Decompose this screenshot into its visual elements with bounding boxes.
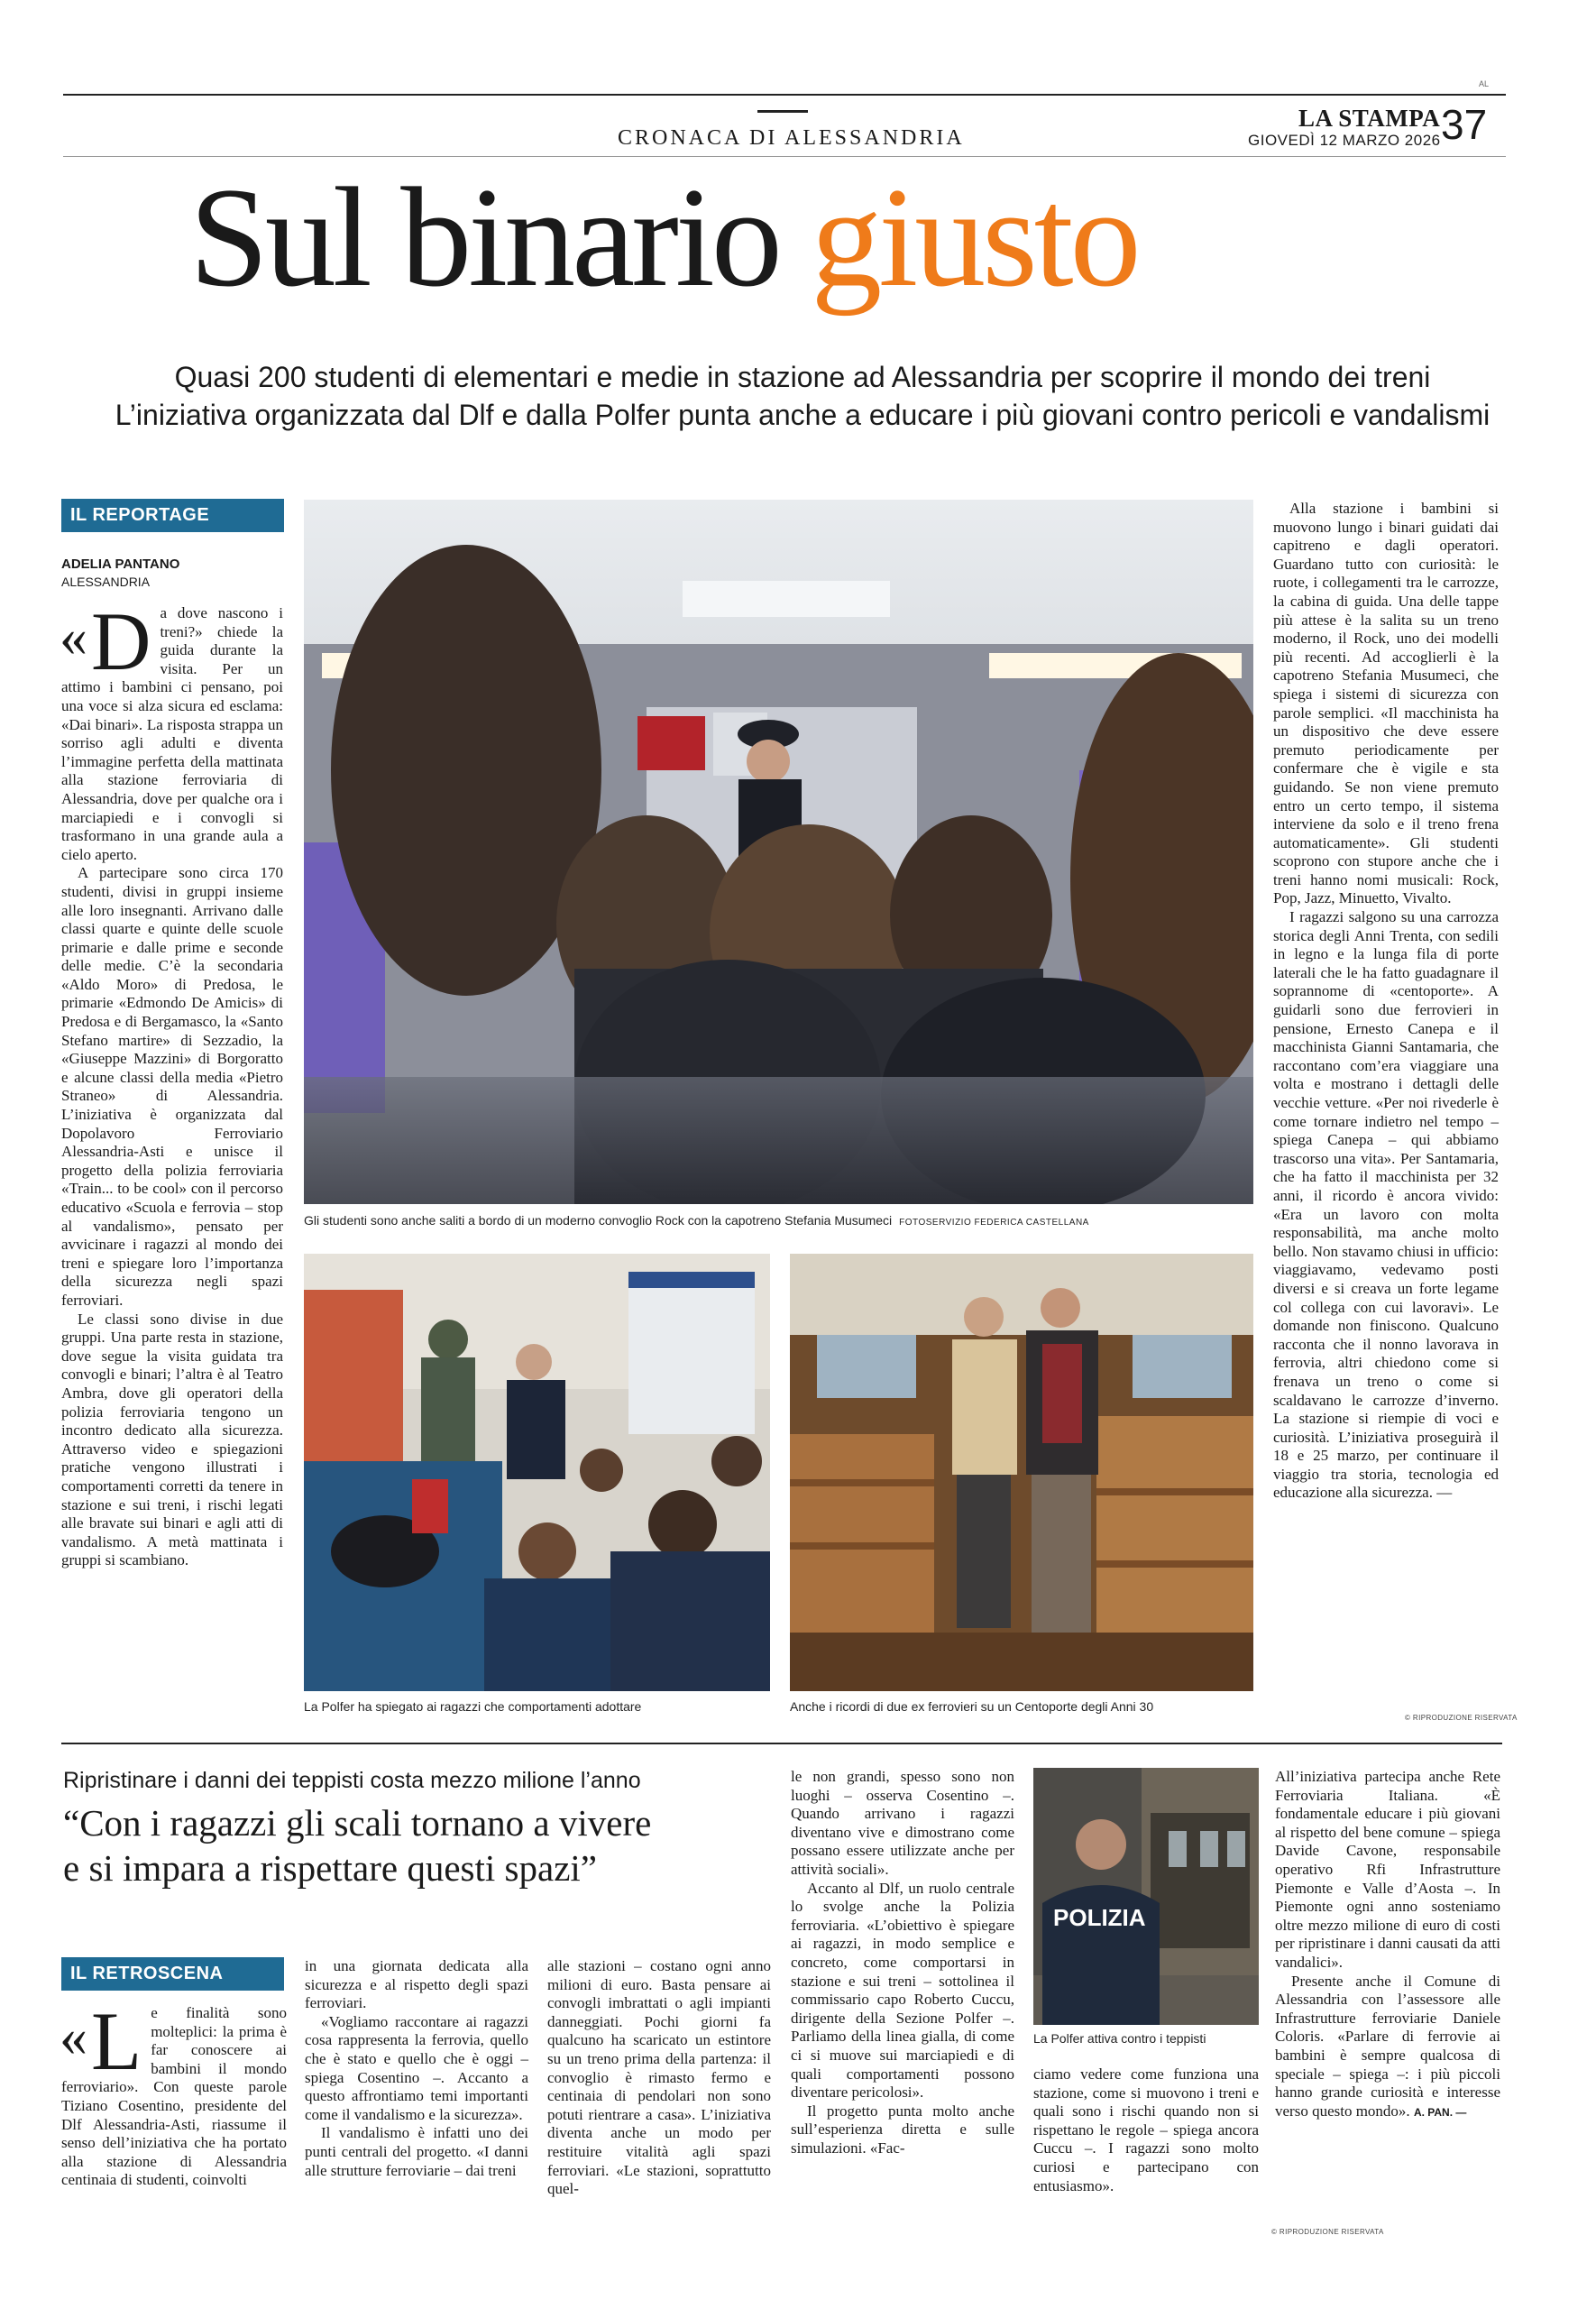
paragraph: in una giornata dedicata alla sicurezza e al rispetto degli spazi ferroviari. (305, 1957, 528, 2012)
photo-polfer (304, 1254, 770, 1691)
section-marker (757, 110, 808, 113)
section-label-retroscena: IL RETROSCENA (61, 1957, 284, 1991)
top-rule (63, 94, 1506, 96)
photo-polizia-caption: La Polfer attiva contro i teppisti (1033, 2031, 1206, 2046)
article2-column-1 (60, 1995, 287, 2212)
photo-polfer-caption: La Polfer ha spiegato ai ragazzi che comportamenti adottare (304, 1699, 642, 1714)
headline-line: e si impara a rispettare questi spazi” (63, 1847, 597, 1889)
paragraph: Alla stazione i bambini si muovono lungo i binari guidati dai capitreno e dagli operatori. Guardano tutto con curiosità: le ruote, i collegamenti tra le carrozze, la cabina di guida. Una delle tappe più attese è la salita su un treno moderno, il Rock, uno dei modelli più recenti. Ad accoglierli è la capotreno Stefania Musumeci, che spiega i sistemi di sicurezza con parole semplici. «Il macchinista ha un dispositivo che deve essere premuto periodicamente per confermare che è vigile e sta guidando. Se non viene premuto entro un certo tempo, il sistema interviene da solo e il treno frena automaticamente». Gli studenti scoprono con stupore anche che i treni hanno nomi musicali: Rock, Pop, Jazz, Minuetto, Vivalto. (1273, 500, 1499, 907)
header-bottom-rule (63, 156, 1506, 157)
newspaper-brand: LA STAMPA (1298, 105, 1441, 132)
photo-train-interior (304, 500, 1253, 1204)
paragraph-text: Presente anche il Comune di Alessandria con l’assessore alle Infrastrutture ferroviarie Daniele Coloris. «Parlare di ferrovie ai bambini è sempre qualcosa di speciale – spiega –: i più piccoli hanno grande curiosità e interesse verso questo mondo». (1275, 1972, 1500, 2120)
photo-main-caption (304, 1213, 1089, 1228)
section-label-reportage: IL REPORTAGE (61, 499, 284, 532)
paragraph: «Vogliamo raccontare ai ragazzi cosa rappresenta la ferrovia, quello che è stato e quello che è oggi – spiega Cosentino –. Accanto a questo affrontiamo temi importanti come il vandalismo e la sicurezza». (305, 2012, 528, 2123)
main-headline (189, 159, 1138, 317)
paragraph (1275, 1973, 1500, 2121)
paragraph: Le classi sono divise in due gruppi. Una parte resta in stazione, dove segue la visita guidata tra convogli e binari; l’altra è al Teatro Ambra, dove gli operatori della polizia ferroviaria tengono un incontro dedicato alla sicurezza. Attraverso video e spiegazioni pratiche vengono illustrati i comportamenti corretti da tenere in stazione e sui treni, i rischi legati alle bravate sui binari e agli atti di vandalismo. A metà mattinata i gruppi si scambiano. (61, 1310, 283, 1569)
deck-line-1: Quasi 200 studenti di elementari e medie in stazione ad Alessandria per scoprire il mondo dei treni (174, 361, 1431, 393)
article-separator (61, 1743, 1502, 1744)
article1-column-1 (60, 595, 283, 1723)
dropcap: L (91, 1995, 142, 2087)
paragraph: A partecipare sono circa 170 studenti, divisi in gruppi insieme alle loro insegnanti. Arrivano dalle classi quarte e quinte delle scuole primarie e dalle prime e seconde delle medie. C’è la secondaria «Aldo Moro» di Predosa, le primarie «Edmondo De Amicis» di Predosa e di Bergamasco, la «Santo Stefano martire» di Sezzadio, la «Giuseppe Mazzini» di Borgoratto e alcune classi della media «Pietro Straneo» di Alessandria. L’iniziativa è organizzata dal Dopolavoro Ferroviario Alessandria-Asti e unisce il progetto della polizia ferroviaria «Train... to be cool» con il percorso educativo «Scuola e ferrovia – stop al vandalismo», pensato per avvicinare i ragazzi al mondo dei treni e spiegare loro l’importanza della sicurezza negli spazi ferroviari. (61, 864, 283, 1309)
paragraph: Accanto al Dlf, un ruolo centrale lo svolge anche la Polizia ferroviaria. «L’obiettivo è spiegare ai ragazzi, in modo semplice e concreto, come comportarsi in stazione e sui treni – sottolinea il commissario capo Roberto Cuccu, dirigente della Sezione Polfer –. Parliamo della linea gialla, di come ci si muove sui marciapiedi e di quali comportamenti possono diventare pericolosi». (791, 1879, 1014, 2102)
article2-column-5 (1033, 2065, 1259, 2219)
article2-column-4 (791, 1768, 1014, 2219)
section-title: CRONACA DI ALESSANDRIA (618, 126, 965, 150)
copyright-article1: © RIPRODUZIONE RISERVATA (1405, 1714, 1518, 1722)
opening-quote: « (60, 607, 87, 668)
paragraph: I ragazzi salgono su una carrozza storica degli Anni Trenta, con sedili in legno e la lunga fila di porte laterali che le ha fatto guadagnare il soprannome di «centoporte». A guidarli sono due ferrovieri in pensione, Ernesto Canepa e il macchinista Gianni Santamaria, che raccontano com’era viaggiare una volta e mostrano i dettagli delle vecchie vetture. «Per noi rivederle è come tornare indietro nel tempo – spiega Canepa – qui abbiamo trascorso una vita». Per Santamaria, che ha fatto il macchinista per 32 anni, il ricordo è ancora vivido: «Era un lavoro con molta responsabilità, ma anche molto bello. Non stavamo chiusi in ufficio: viaggiavamo, vedevamo posti diversi e si creava un forte legame col collega con cui lavoravi». Le domande non finiscono. Qualcuno racconta che il nonno lavorava in ferrovia, altri chiedono come si frenava un treno o come si scaldavano le carrozze d’inverno. La stazione si riempie di voci e curiosità. L’iniziativa proseguirà il 18 e 25 marzo, per continuare il viaggio tra storia, tecnologia ed educazione alla sicurezza. — (1273, 908, 1499, 1502)
article2-column-6 (1275, 1768, 1500, 2219)
polizia-label: POLIZIA (1053, 1904, 1146, 1931)
opening-quote: « (60, 2007, 87, 2068)
copyright-article2: © RIPRODUZIONE RISERVATA (1271, 2228, 1384, 2236)
article1-column-2 (1273, 500, 1499, 1699)
dropcap: D (91, 595, 151, 687)
deck-line-2: L’iniziativa organizzata dal Dlf e dalla Polfer punta anche a educare i più giovani contro pericoli e vandalismi (115, 399, 1491, 431)
paragraph: Il vandalismo è infatti uno dei punti centrali del progetto. «I danni alle strutture ferroviarie – dai treni (305, 2124, 528, 2179)
headline-line: “Con i ragazzi gli scali tornano a vivere (63, 1802, 652, 1844)
paragraph: le non grandi, spesso sono non luoghi – osserva Cosentino –. Quando arrivano i ragazzi diventano vive e dimostrano come possano essere utilizzate anche per attività sociali». (791, 1768, 1014, 1878)
paragraph: alle stazioni – costano ogni anno milioni di euro. Basta pensare ai convogli imbrattati o agli impianti danneggiati. Pochi giorni fa qualcuno ha scaricato un estintore su un treno prima della partenza: il convoglio è rimasto fermo e centinaia di pendolari non sono potuti rientrare a casa». L’iniziativa diventa anche un modo per restituire vitalità agli spazi ferroviari. «Le stazioni, soprattutto quel- (547, 1957, 771, 2198)
photo-polizia (1033, 1768, 1259, 2025)
author-name: ADELIA PANTANO (61, 557, 180, 572)
photo-centoporte-caption: Anche i ricordi di due ex ferrovieri su un Centoporte degli Anni 30 (790, 1699, 1154, 1714)
article2-column-3 (547, 1957, 771, 2219)
article2-headline (63, 1800, 651, 1890)
photo-credit: FOTOSERVIZIO FEDERICA CASTELLANA (899, 1218, 1089, 1228)
photo-centoporte (790, 1254, 1253, 1691)
edition-tag: AL (1479, 79, 1490, 88)
headline-main: Sul binario (189, 159, 779, 317)
page-number: 37 (1441, 101, 1488, 148)
paragraph: ciamo vedere come funziona una stazione, come si muovono i treni e quali sono i rischi quando non si rispettano le regole – spiega ancora Cuccu –. I ragazzi sono molto curiosi e partecipano con entusiasmo». (1033, 2065, 1259, 2194)
issue-date: GIOVEDÌ 12 MARZO 2026 (1248, 132, 1441, 149)
caption-text: Gli studenti sono anche saliti a bordo di un moderno convoglio Rock con la capotreno Stefania Musumeci (304, 1213, 893, 1228)
paragraph: a dove nascono i treni?» chiede la guida durante la visita. Per un attimo i bambini ci pensano, poi una voce si alza sicura ed esclama: «Dai binari». La risposta strappa un sorriso agli adulti e diventa l’immagine perfetta della mattinata alla stazione ferroviaria di Alessandria, dove per qualche ora i marciapiedi e i convogli si trasformano in una grande aula a cielo aperto. (61, 604, 283, 863)
author-city: ALESSANDRIA (61, 575, 151, 589)
article2-kicker: Ripristinare i danni dei teppisti costa mezzo milione l’anno (63, 1768, 641, 1793)
signature: A. PAN. — (1413, 2105, 1467, 2119)
paragraph: All’iniziativa partecipa anche Rete Ferroviaria Italiana. «È fondamentale educare i più giovani al rispetto del bene comune – spiega Davide Cavone, responsabile operativo Rfi Infrastrutture Piemonte e Valle d’Aosta –. In Piemonte ogni anno sosteniamo oltre mezzo milione di euro di costi per ripristinare i danni causati da atti vandalici». (1275, 1768, 1500, 1971)
article2-column-2 (305, 1957, 528, 2219)
paragraph: Il progetto punta molto anche sull’esperienza diretta e sulle simulazioni. «Fac- (791, 2102, 1014, 2157)
headline-accent: giusto (811, 159, 1138, 317)
paragraph: e finalità sono molteplici: la prima è far conoscere ai bambini il mondo ferroviario». Con queste parole Tiziano Cosentino, presidente del Dlf Alessandria-Asti, riassume il senso dell’iniziativa che ha portato alla stazione di Alessandria centinaia di studenti, coinvolti (61, 2004, 287, 2189)
